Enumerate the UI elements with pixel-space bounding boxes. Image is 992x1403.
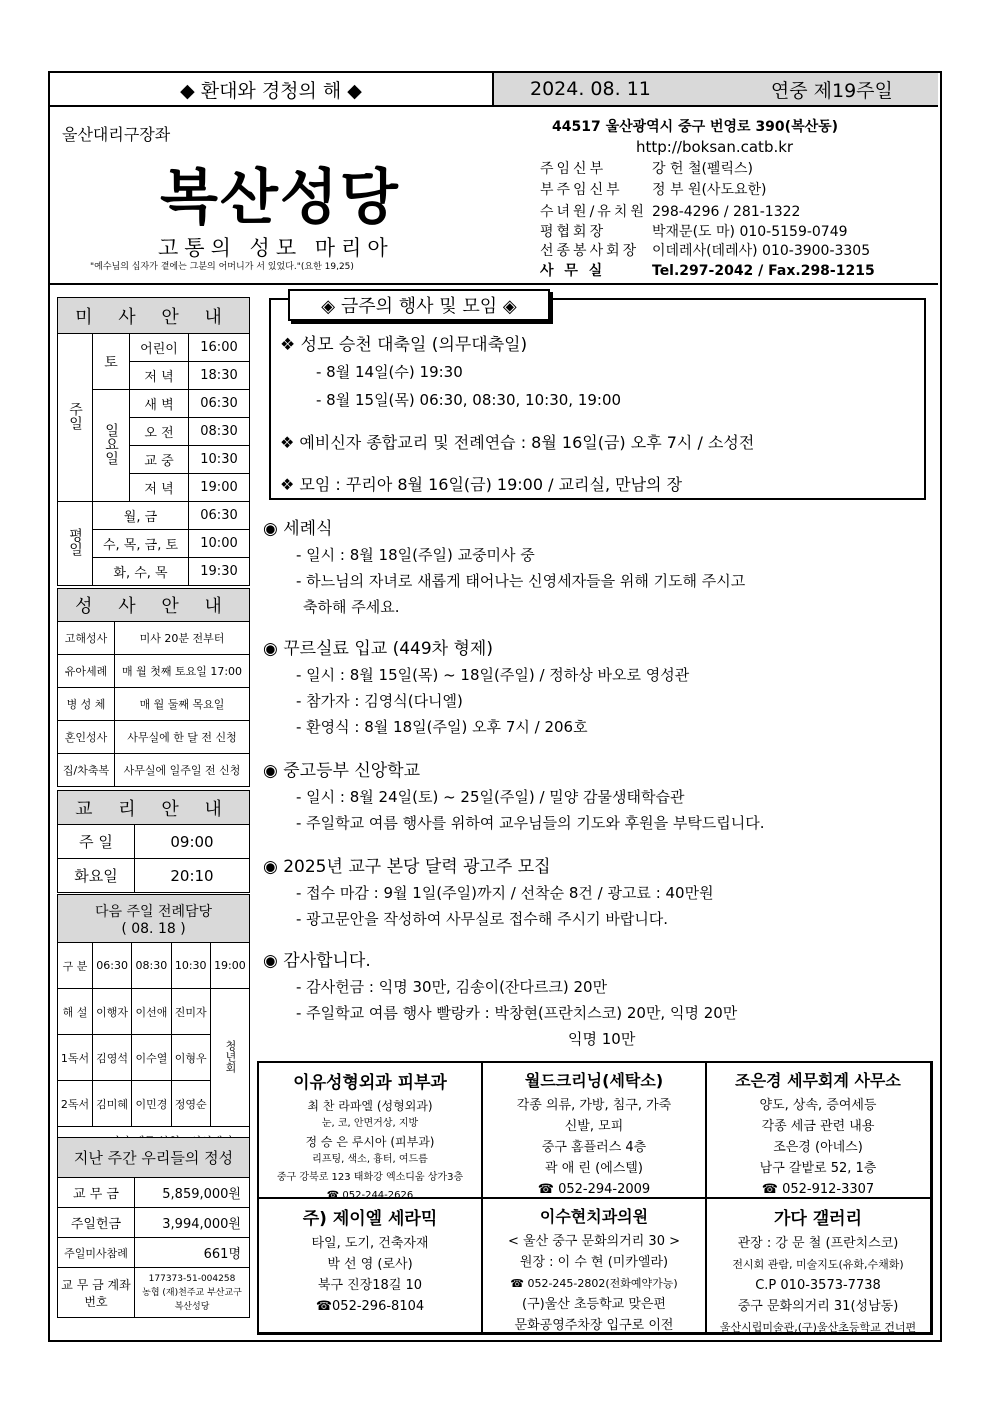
ad-line: 눈, 코, 안면거상, 지방 bbox=[321, 1118, 419, 1129]
contact-label: 사 무 실 bbox=[540, 263, 606, 279]
liturgy-head: 10:30 bbox=[171, 943, 210, 989]
mass-name: 새 벽 bbox=[130, 390, 189, 418]
sacrament-value: 매 월 둘째 목요일 bbox=[115, 688, 250, 721]
mass-time: 19:30 bbox=[189, 558, 250, 586]
ad-line: 각종 의류, 가방, 침구, 가죽 bbox=[516, 1098, 672, 1113]
liturgy-head: 06:30 bbox=[92, 943, 131, 989]
ad-line: < 울산 중구 문화의거리 30 > bbox=[507, 1234, 680, 1249]
contact-label: 주임신부 bbox=[540, 161, 607, 177]
ad-line: 남구 갈밭로 52, 1층 bbox=[759, 1161, 877, 1176]
ad-line: 리프팅, 색소, 흉터, 여드름 bbox=[312, 1154, 428, 1165]
sacrament-name: 집/차축복 bbox=[58, 754, 115, 787]
ad-box bbox=[481, 1061, 707, 1199]
liturgy-person: 김미혜 bbox=[92, 1081, 131, 1127]
sacrament-name: 유아세례 bbox=[58, 655, 115, 688]
liturgy-person: 이민경 bbox=[132, 1081, 171, 1127]
ad-title: 이수현치과의원 bbox=[539, 1207, 649, 1226]
notice-title: ◉ 감사합니다. bbox=[263, 951, 371, 971]
liturgy-person: 이선애 bbox=[132, 989, 171, 1035]
assumption-time1: - 8월 14일(수) 19:30 bbox=[316, 363, 463, 381]
mass-title: 미 사 안 내 bbox=[58, 298, 250, 334]
assumption-title: ❖ 성모 승천 대축일 (의무대축일) bbox=[280, 335, 528, 355]
mass-table bbox=[57, 297, 250, 586]
ad-line: 양도, 상속, 증여세등 bbox=[759, 1098, 877, 1113]
contact-value: 박재문(도 마) 010-5159-0749 bbox=[652, 224, 848, 240]
account-info: 177373-51-004258 농협 (재)천주교 부산교구 복산성당 bbox=[135, 1268, 250, 1318]
ad-title: 월드크리닝(세탁소) bbox=[524, 1071, 664, 1090]
ad-line: 중구 문화의거리 31(성남동) bbox=[737, 1299, 899, 1314]
offering-value: 3,994,000원 bbox=[135, 1208, 250, 1238]
mass-time: 10:00 bbox=[189, 530, 250, 558]
mass-time: 18:30 bbox=[189, 362, 250, 390]
mass-time: 06:30 bbox=[189, 502, 250, 530]
contact-label: 부주임신부 bbox=[540, 182, 623, 198]
year-theme: ◆ 환대와 경청의 해 ◆ bbox=[50, 73, 494, 107]
ad-line: 각종 세금 관련 내용 bbox=[761, 1119, 875, 1134]
notice-title: ◉ 2025년 교구 본당 달력 광고주 모집 bbox=[263, 857, 551, 877]
mass-name: 오 전 bbox=[130, 418, 189, 446]
liturgy-youth: 청년회 bbox=[210, 989, 249, 1127]
notice-line: - 광고문안을 작성하여 사무실로 접수해 주시기 바랍니다. bbox=[296, 910, 669, 928]
assumption-time2: - 8월 15일(목) 06:30, 08:30, 10:30, 19:00 bbox=[316, 391, 622, 409]
mass-name: 저 녁 bbox=[130, 362, 189, 390]
notice-line: - 참가자 : 김영식(다니엘) bbox=[296, 692, 463, 710]
offering-name: 교 무 금 bbox=[58, 1178, 135, 1208]
weekly-events-tab: ◈ 금주의 행사 및 모임 ◈ bbox=[288, 289, 550, 321]
quote: "예수님의 십자가 곁에는 그분의 어머니가 서 있었다."(요한 19,25) bbox=[90, 262, 354, 272]
liturgy-heading: 다음 주일 전례담당 ( 08. 18 ) bbox=[58, 895, 250, 943]
liturgy-head: 구 분 bbox=[58, 943, 93, 989]
ad-line: 정 승 은 루시아 (피부과) bbox=[305, 1135, 435, 1149]
ad-line: 울산시립미술관,(구)울산초등학교 건너편 bbox=[719, 1321, 917, 1333]
notice-line: 익명 10만 bbox=[568, 1030, 636, 1048]
ad-line: 중구 홈플러스 4층 bbox=[541, 1140, 647, 1155]
mass-name: 어린이 bbox=[130, 334, 189, 362]
ad-line: ☎ 052-294-2009 bbox=[537, 1182, 651, 1197]
mass-name: 저 녁 bbox=[130, 474, 189, 502]
liturgy-person: 김영석 bbox=[92, 1035, 131, 1081]
sacrament-value: 미사 20분 전부터 bbox=[115, 622, 250, 655]
sacrament-name: 고해성사 bbox=[58, 622, 115, 655]
contact-value: Tel.297-2042 / Fax.298-1215 bbox=[652, 263, 875, 279]
mass-time: 06:30 bbox=[189, 390, 250, 418]
weekday-label: 평일 bbox=[58, 502, 93, 586]
notice-line: - 하느님의 자녀로 새롭게 태어나는 신영세자들을 위해 기도해 주시고 bbox=[296, 572, 746, 590]
sunday-label: 주일 bbox=[58, 334, 93, 502]
issue-date: 2024. 08. 11 bbox=[530, 78, 651, 100]
ad-line: 신발, 모피 bbox=[564, 1119, 624, 1134]
ad-box bbox=[481, 1197, 707, 1333]
ad-line: 박 선 영 (로사) bbox=[327, 1257, 413, 1272]
diocese: 울산대리구장좌 bbox=[62, 125, 171, 144]
offering-table bbox=[57, 1137, 250, 1318]
ad-box bbox=[705, 1197, 931, 1333]
liturgy-role: 해 설 bbox=[58, 989, 93, 1035]
ad-line: 관장 : 강 문 철 (프란치스코) bbox=[737, 1236, 899, 1251]
ad-title: 가다 갤러리 bbox=[773, 1209, 863, 1229]
mass-time: 08:30 bbox=[189, 418, 250, 446]
ad-line: 조은경 (아네스) bbox=[773, 1140, 863, 1155]
ad-line: 원장 : 이 수 현 (미카엘라) bbox=[519, 1255, 669, 1270]
contact-value: 강 헌 철(펠릭스) bbox=[652, 161, 753, 177]
contact-row bbox=[540, 221, 848, 241]
ad-line: 중구 강북로 123 태화강 엑소디움 상가3층 bbox=[276, 1172, 464, 1183]
ad-line: 곽 애 린 (에스텔) bbox=[545, 1161, 643, 1176]
liturgy-person: 진미자 bbox=[171, 989, 210, 1035]
offering-value: 661명 bbox=[135, 1238, 250, 1268]
ad-title: 조은경 세무회계 사무소 bbox=[735, 1071, 901, 1090]
ad-box bbox=[705, 1061, 931, 1199]
liturgy-person: 정영순 bbox=[171, 1081, 210, 1127]
mass-name: 화, 수, 목 bbox=[93, 558, 189, 586]
address: 44517 울산광역시 중구 번영로 390(복산동) bbox=[552, 119, 839, 135]
contact-value: 정 부 원(사도요한) bbox=[652, 182, 767, 198]
notice-line: - 접수 마감 : 9월 1일(주일)까지 / 선착순 8건 / 광고료 : 40만원 bbox=[296, 884, 714, 902]
ad-line: 타일, 도기, 건축자재 bbox=[311, 1236, 429, 1251]
sacrament-value: 사무실에 한 달 전 신청 bbox=[115, 721, 250, 754]
sacrament-name: 병 성 체 bbox=[58, 688, 115, 721]
contact-label: 수녀원/유치원 bbox=[540, 204, 647, 220]
ad-line: ☎ 052-245-2802(전화예약가능) bbox=[510, 1277, 678, 1290]
liturgy-head: 19:00 bbox=[210, 943, 249, 989]
notice-title: ◉ 세례식 bbox=[263, 519, 333, 539]
sacrament-name: 혼인성사 bbox=[58, 721, 115, 754]
offering-name: 주일미사참례 bbox=[58, 1238, 135, 1268]
ad-line: 전시회 관람, 미술지도(유화,수채화) bbox=[732, 1258, 904, 1271]
mass-time: 16:00 bbox=[189, 334, 250, 362]
contact-row bbox=[540, 179, 767, 199]
ad-title: 이유성형외과 피부과 bbox=[293, 1073, 447, 1093]
ad-line: 문화공영주차장 입구로 이전 bbox=[514, 1318, 674, 1333]
notice-title: ◉ 중고등부 신앙학교 bbox=[263, 761, 421, 781]
website[interactable]: http://boksan.catb.kr bbox=[636, 138, 794, 156]
liturgy-role: 1독서 bbox=[58, 1035, 93, 1081]
mass-time: 10:30 bbox=[189, 446, 250, 474]
liturgy-person: 이수열 bbox=[132, 1035, 171, 1081]
liturgy-role: 2독서 bbox=[58, 1081, 93, 1127]
notice-line: - 일시 : 8월 24일(토) ~ 25일(주일) / 밀양 감물생태학습관 bbox=[296, 788, 685, 806]
contact-row bbox=[540, 240, 870, 260]
ad-title: 주) 제이엘 세라믹 bbox=[302, 1209, 438, 1229]
sacrament-value: 사무실에 일주일 전 신청 bbox=[115, 754, 250, 787]
catechism-table bbox=[57, 790, 250, 893]
notice-line: - 주일학교 여름 행사를 위하여 교우님들의 기도와 후원을 부탁드립니다. bbox=[296, 814, 765, 832]
liturgy-person: 이형우 bbox=[171, 1035, 210, 1081]
mass-name: 수, 목, 금, 토 bbox=[93, 530, 189, 558]
liturgy-table bbox=[57, 894, 250, 1155]
ad-line: ☎ 052-912-3307 bbox=[761, 1182, 875, 1197]
notice-title: ◉ 꾸르실료 입교 (449차 형제) bbox=[263, 639, 493, 659]
sacrament-value: 매 월 첫째 토요일 17:00 bbox=[115, 655, 250, 688]
catechism-title: 교 리 안 내 bbox=[58, 791, 250, 825]
catechism-day: 주 일 bbox=[58, 825, 135, 859]
ad-line: ☎052-296-8104 bbox=[315, 1299, 425, 1314]
liturgy-person: 이행자 bbox=[92, 989, 131, 1035]
sacrament-table bbox=[57, 588, 250, 787]
notice-line: - 일시 : 8월 18일(주일) 교중미사 중 bbox=[296, 546, 535, 564]
notice-line: - 환영식 : 8월 18일(주일) 오후 7시 / 206호 bbox=[296, 718, 588, 736]
offering-name: 주일헌금 bbox=[58, 1208, 135, 1238]
catechism-time: 20:10 bbox=[135, 859, 250, 893]
notice-line: - 일시 : 8월 15일(목) ~ 18일(주일) / 정하상 바오로 영성관 bbox=[296, 666, 690, 684]
offering-title: 지난 주간 우리들의 정성 bbox=[58, 1138, 250, 1178]
sacrament-title: 성 사 안 내 bbox=[58, 589, 250, 622]
liturgical-week: 연중 제19주일 bbox=[770, 79, 893, 102]
patron: 고통의 성모 마리아 bbox=[158, 236, 394, 260]
ad-box bbox=[257, 1197, 483, 1333]
ad-line: (구)울산 초등학교 맞은편 bbox=[522, 1297, 666, 1312]
notice-line: - 주일학교 여름 행사 빨랑카 : 박창현(프란치스코) 20만, 익명 20만 bbox=[296, 1004, 738, 1022]
catechism-day: 화요일 bbox=[58, 859, 135, 893]
notice-line: 축하해 주세요. bbox=[303, 598, 400, 616]
contact-label: 평협회장 bbox=[540, 224, 607, 240]
contact-value: 이데레사(데레사) 010-3900-3305 bbox=[652, 243, 871, 259]
mass-name: 월, 금 bbox=[93, 502, 189, 530]
contact-value: 298-4296 / 281-1322 bbox=[652, 204, 801, 220]
account-label: 교 무 금 계좌번호 bbox=[58, 1268, 135, 1318]
mass-name: 교 중 bbox=[130, 446, 189, 474]
contact-label: 선종봉사회장 bbox=[540, 243, 640, 259]
notice-line: - 감사헌금 : 익명 30만, 김송이(잔다르크) 20만 bbox=[296, 978, 608, 996]
catechism-time: 09:00 bbox=[135, 825, 250, 859]
ad-box bbox=[257, 1061, 483, 1199]
contact-row bbox=[540, 201, 800, 221]
offering-value: 5,859,000원 bbox=[135, 1178, 250, 1208]
liturgy-head: 08:30 bbox=[132, 943, 171, 989]
ad-line: ☎ 052-244-2626 bbox=[326, 1190, 414, 1199]
mass-time: 19:00 bbox=[189, 474, 250, 502]
contact-row bbox=[540, 158, 753, 178]
ad-line: C.P 010-3573-7738 bbox=[755, 1278, 881, 1293]
church-name: 복산성당 bbox=[160, 163, 400, 233]
saturday-label: 토 bbox=[93, 334, 130, 390]
sunday-day-label: 일요일 bbox=[93, 390, 130, 502]
contact-row bbox=[540, 260, 875, 280]
meeting-event: ❖ 모임 : 꾸리아 8월 16일(금) 19:00 / 교리실, 만남의 장 bbox=[280, 475, 683, 494]
ad-line: 최 찬 라파엘 (성형외과) bbox=[307, 1099, 433, 1113]
catechumen-event: ❖ 예비신자 종합교리 및 전례연습 : 8월 16일(금) 오후 7시 / 소성전 bbox=[280, 433, 755, 452]
date-bar bbox=[494, 73, 938, 107]
ad-line: 북구 진장18길 10 bbox=[317, 1278, 423, 1293]
